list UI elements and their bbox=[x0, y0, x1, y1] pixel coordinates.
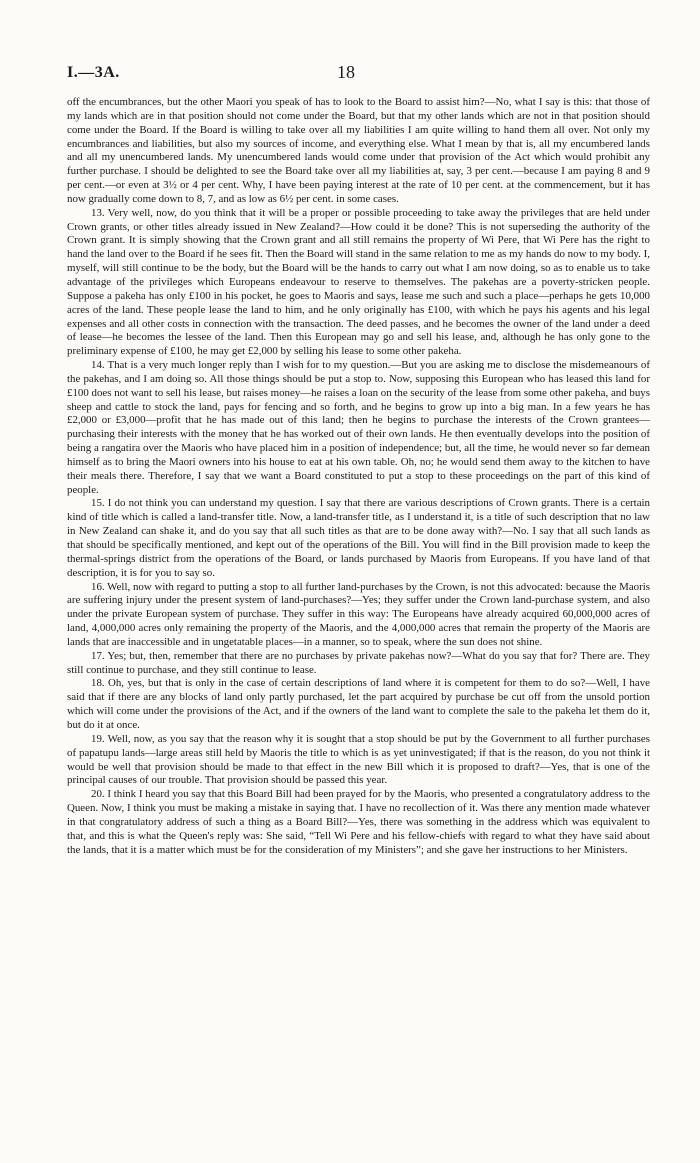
question-18: 18. Oh, yes, but that is only in the case of certain descriptions of land where it is competent for them to do so?—Well, I have said that if there are any blocks of land only partly purchased, let the part acquired by purchase be cut off from the unsold portion which will come under the provisions of the Act, and if the owners of the land want to complete the sale to the pakeha let them do it, but do it at once. bbox=[67, 677, 650, 731]
paragraph-continuation: off the encumbrances, but the other Maori you speak of has to look to the Board to assist him?—No, what I say is this: that those of my lands which are in that position should not come under the Board, but that my other lands which are not in that position should come under the Board. If the Board is willing to take over all my liabilities I am quite willing to hand them all over. Not only my encumbrances and liabilities, but also my sources of income, and everything else. What I mean by that is, all my encumbered lands and all my unencumbered lands. My unencumbered lands would come under that provision of the Act which would prohibit any further purchase. I should be delighted to see the Board take over all my liabilities at, say, 3 per cent.—because I am paying 8 and 9 per cent.—or even at 3½ or 4 per cent. Why, I have been paying interest at the rate of 10 per cent. at the commencement, but it has now gradually come down to 8, 7, and as low as 6½ per cent. in some cases. bbox=[67, 96, 650, 205]
page-header bbox=[67, 62, 650, 86]
question-16: 16. Well, now with regard to putting a stop to all further land-purchases by the Crown, is not this advocated: because the Maoris are suffering injury under the present system of land-purchases?—Yes; they suffer under the Crown land-purchase system, and also under the private European system of purchase. They suffer in this way: The Europeans have already acquired 60,000,000 acres of land, 4,000,000 acres only remaining the property of the Maoris, and the 4,000,000 acres that remain the property of the Maoris are lands that are inaccessible and in ungetatable places—in a manner, so to speak, where the sun does not shine. bbox=[67, 580, 650, 648]
question-17: 17. Yes; but, then, remember that there are no purchases by private pakehas now?—What do you say that for? There are. They still continue to purchase, and they still continue to lease. bbox=[67, 649, 650, 676]
page-number: 18 bbox=[337, 62, 355, 82]
question-14: 14. That is a very much longer reply than I wish for to my question.—But you are asking me to disclose the misdemeanours of the pakehas, and I am doing so. All those things should be put a stop to. Now, supposing this European who has leased this land for £100 does not want to sell his lease, but raises money—he raises a loan on the security of the lease from some other pakeha, and buys sheep and cattle to stock the land, pays for fencing and so forth, and he begins to grow up into a big man. In a few years he has £2,000 or £3,000—profit that he has made out of this land; then he begins to purchase the interests of the Crown grantees—purchasing their interests with the money that he has worked out of their own lands. He then eventually develops into the position of being a rangatira over the Maoris who have placed him in a position of independence; but, all the time, he would never so far demean himself as to bring the Maori owners into his house to eat at his own table. Oh, no; he would send them away to the kitchen to have their meals there. Therefore, I say that we want a Board constituted to put a stop to these proceedings on the part of this kind of people. bbox=[67, 359, 650, 496]
body-text bbox=[67, 96, 650, 857]
question-19: 19. Well, now, as you say that the reason why it is sought that a stop should be put by the Government to all further purchases of papatupu lands—large areas still held by Maoris the title to which is as yet uninvestigated; if that is the reason, do you not think it would be well that provision should be made to that effect in the new Bill which it is proposed to draft?—Yes, that is one of the principal causes of our trouble. That provision should be passed this year. bbox=[67, 732, 650, 787]
document-reference: I.—3A. bbox=[67, 64, 120, 81]
question-20: 20. I think I heard you say that this Board Bill had been prayed for by the Maoris, who presented a congratulatory address to the Queen. Now, I think you must be making a mistake in saying that. I have no recollection of it. Was there any mention made whatever in that congratulatory address of such a thing as a Board Bill?—Yes, there was something in the address which was equivalent to that, and this is what the Queen's reply was: She said, “Tell Wi Pere and his fellow-chiefs with regard to what they have said about the lands, that it is a matter which must be for the consideration of my Ministers”; and she gave her instructions to her Ministers. bbox=[67, 788, 650, 856]
question-15: 15. I do not think you can understand my question. I say that there are various descriptions of Crown grants. There is a certain kind of title which is called a land-transfer title. Now, a land-transfer title, as I understand it, is a title of such description that no law in New Zealand can shake it, and do you say that all such titles as that are to be done away with?—No. I say that all such lands as that should be specifically mentioned, and kept out of the operations of the Bill. You will find in the Bill provision made to keep the thermal-springs district from the operations of the Board, or lands purchased by Maoris from Europeans. If you have land of that description, it is for you to say so. bbox=[67, 497, 650, 579]
question-13: 13. Very well, now, do you think that it will be a proper or possible proceeding to take away the privileges that are held under Crown grants, or other titles already issued in New Zealand?—How could it be done? This is not superseding the authority of the Crown grant. It is simply showing that the Crown grant and all still remains the property of Wi Pere, that Wi Pere has the right to hand the land over to the Board if he sees fit. Then the Board will stand in the same relation to me as my hands do now to my body. I, myself, will still continue to be the body, but the Board will be the hands to carry out what I am now doing, so as to enable us to take advantage of the privileges which Europeans endeavour to reserve to themselves. The pakehas are a poverty-stricken people. Suppose a pakeha has only £100 in his pocket, he goes to Maoris and says, lease me such and such a place—perhaps he gets 10,000 acres of the land. These people lease the land to him, and he only originally has £100, with which he pays his agents and his legal expenses and all other costs in connection with the transaction. The deed passes, and he becomes the owner of the land under a deed of lease—he becomes the lessee of the land. Then this European may go and sell his lease, and, although he has only gone to the preliminary expense of £100, he may get £2,000 by selling his lease to some other pakeha. bbox=[67, 206, 650, 358]
